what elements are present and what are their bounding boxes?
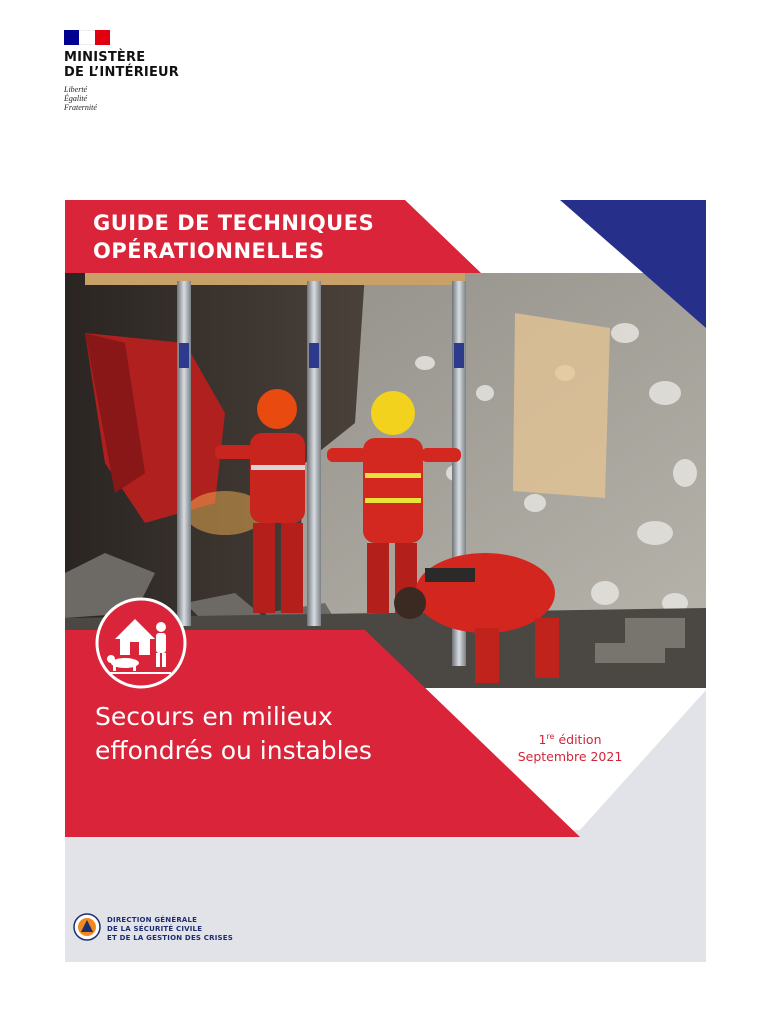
motto-fraternite: Fraternité bbox=[64, 103, 97, 112]
edition-suffix: re bbox=[546, 732, 555, 741]
edition-date: Septembre 2021 bbox=[517, 749, 623, 765]
footer-line-1: DIRECTION GÉNÉRALE bbox=[107, 916, 198, 924]
ministry-line-1: MINISTÈRE bbox=[64, 50, 146, 65]
footer-line-3: ET DE LA GESTION DES CRISES bbox=[107, 934, 233, 942]
marianne-flag-logo bbox=[64, 30, 110, 45]
ministry-name bbox=[64, 50, 179, 80]
footer-line-2: DE LA SÉCURITÉ CIVILE bbox=[107, 925, 203, 933]
motto-liberte: Liberté bbox=[64, 85, 88, 94]
rescue-dog-emblem bbox=[95, 597, 187, 689]
guide-subtitle bbox=[95, 700, 372, 768]
edition-number: 1 bbox=[538, 732, 547, 748]
blue-corner-triangle bbox=[65, 200, 706, 340]
subtitle-line-1: Secours en milieux bbox=[95, 702, 333, 731]
edition-word: édition bbox=[554, 732, 602, 748]
guide-title-line-2: OPÉRATIONNELLES bbox=[93, 239, 325, 263]
dgscgc-name bbox=[107, 916, 233, 943]
edition-info bbox=[495, 728, 645, 765]
edition-label bbox=[495, 728, 645, 748]
ministry-line-2: DE L’INTÉRIEUR bbox=[64, 65, 179, 80]
dgscgc-logo bbox=[73, 913, 101, 941]
guide-title-line-1: GUIDE DE TECHNIQUES bbox=[93, 211, 375, 235]
motto-egalite: Égalité bbox=[64, 94, 88, 103]
cover-panel bbox=[65, 200, 706, 962]
republic-motto bbox=[64, 85, 97, 112]
subtitle-line-2: effondrés ou instables bbox=[95, 736, 372, 765]
